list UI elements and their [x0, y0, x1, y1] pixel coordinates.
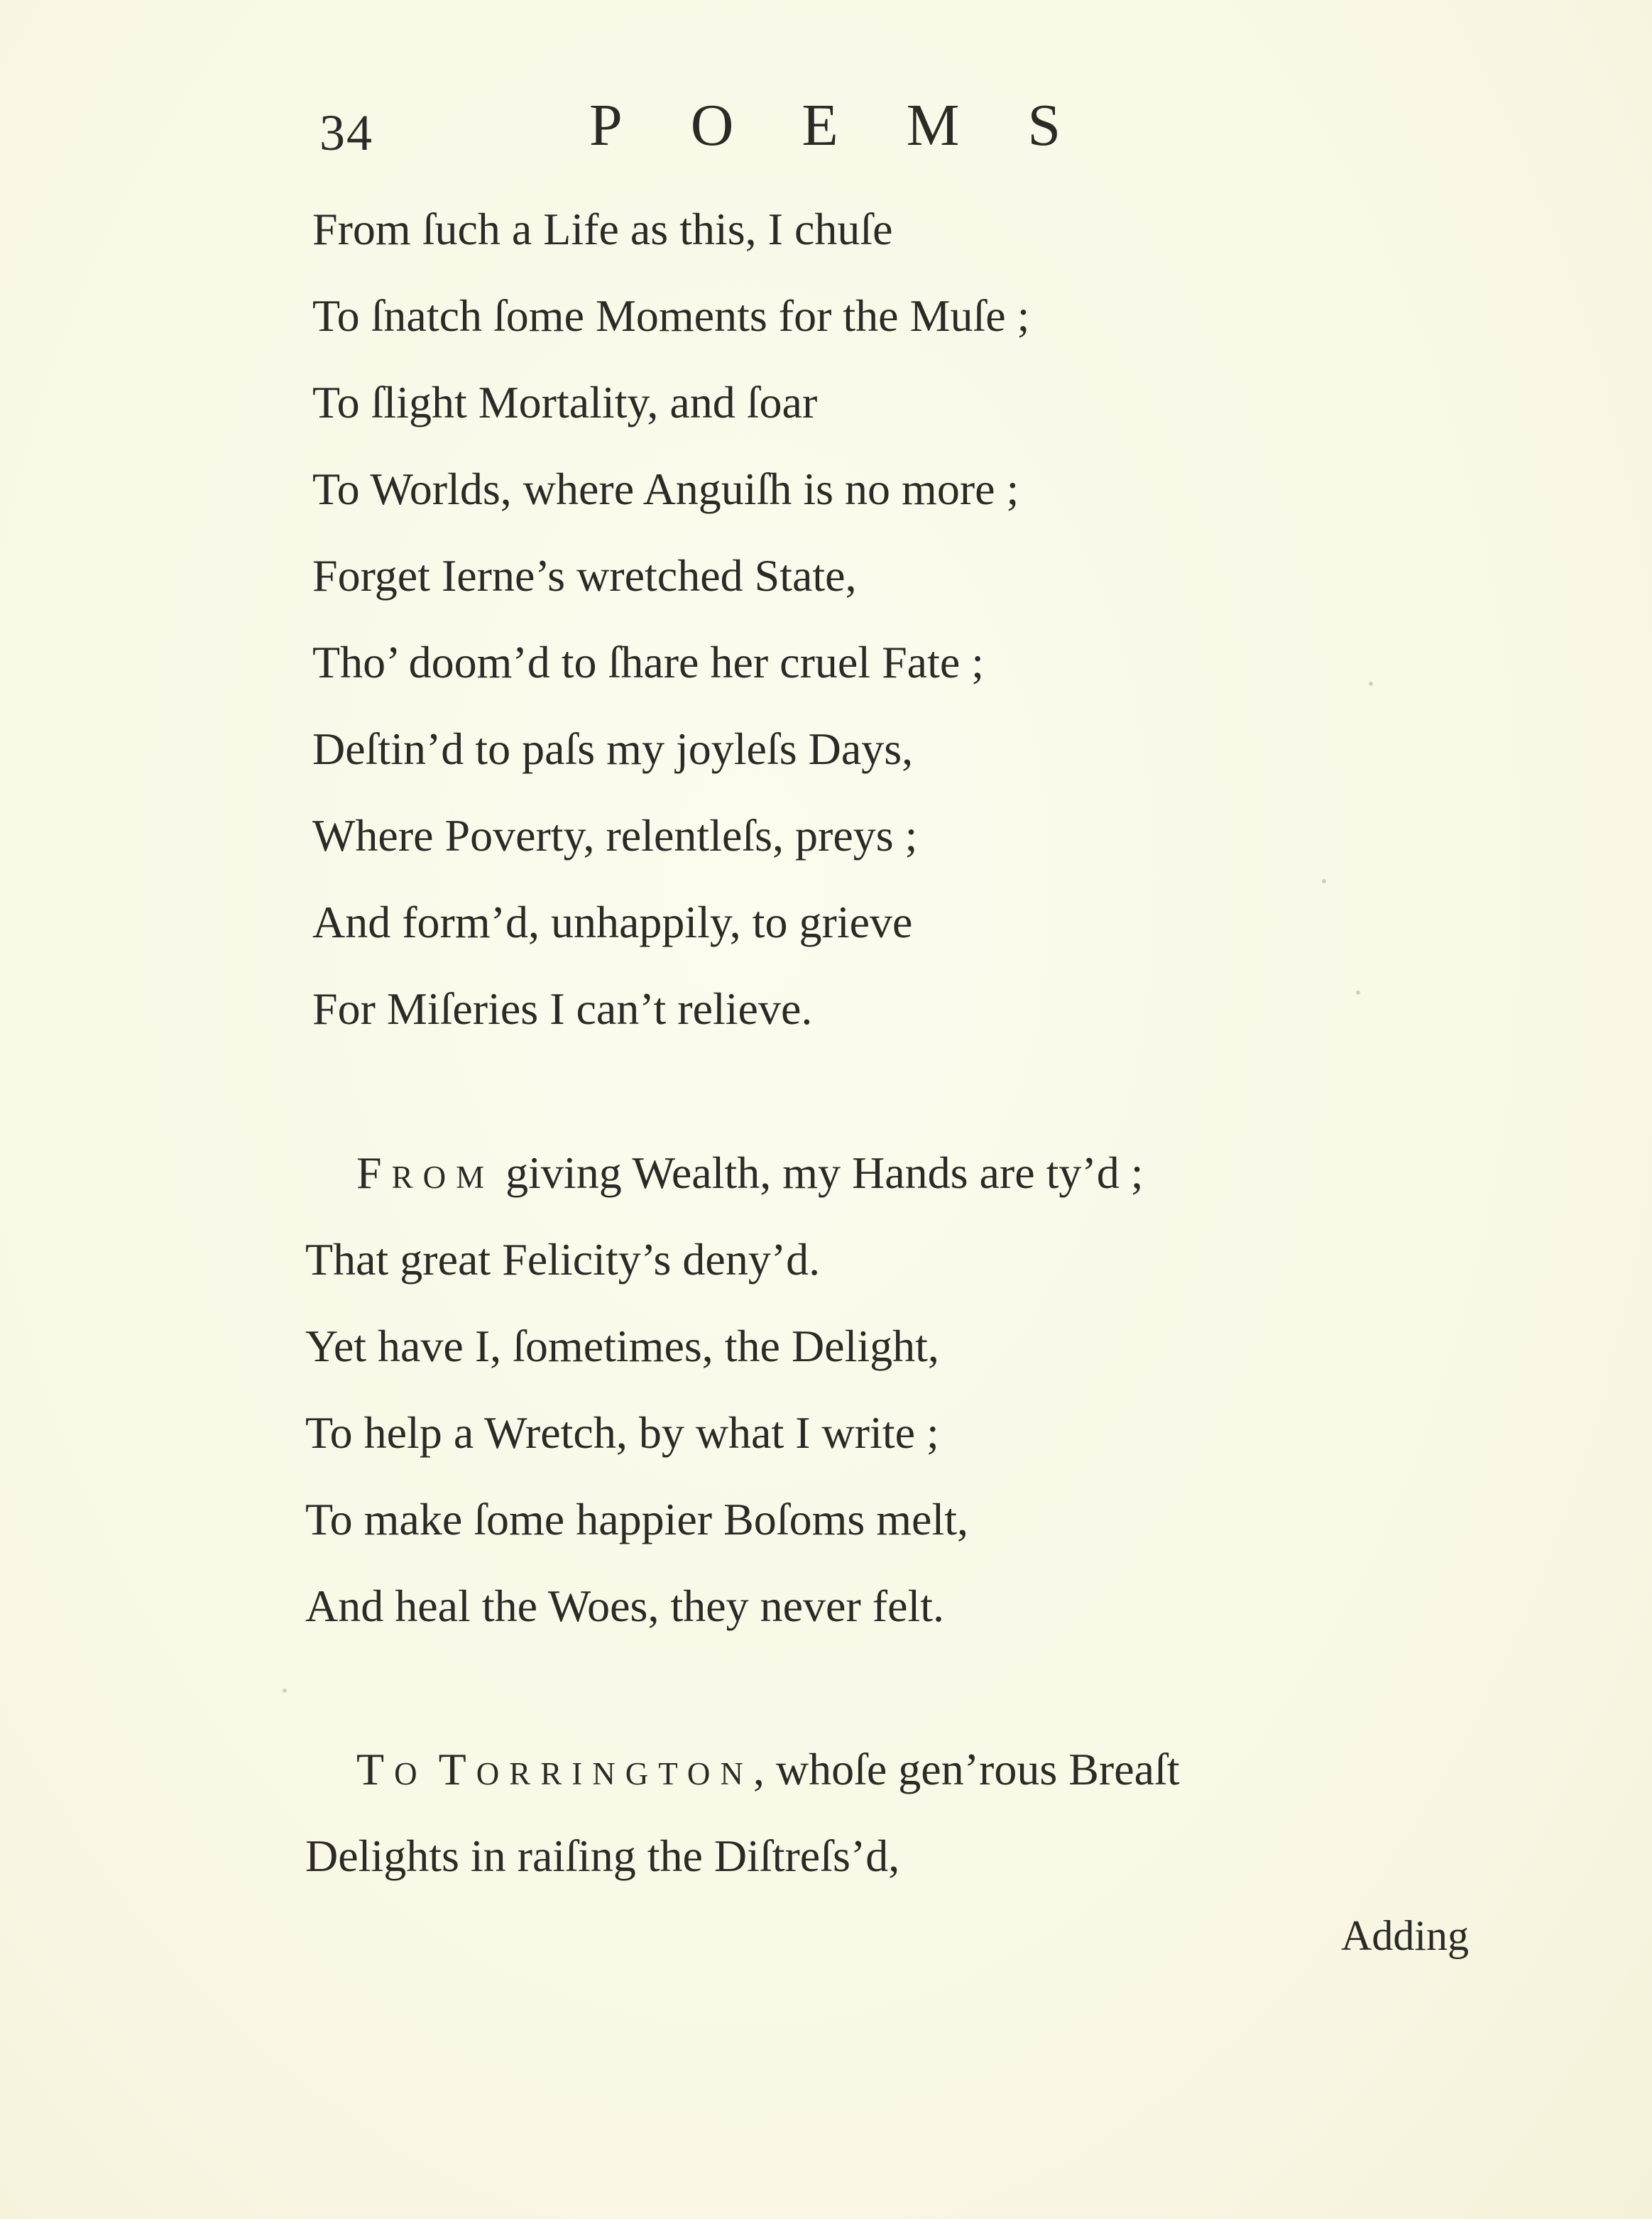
stanza-first-word: From: [356, 1147, 495, 1198]
poem-line: To make ſome happier Boſoms melt,: [305, 1494, 968, 1544]
poem-line: To ſnatch ſome Moments for the Muſe ;: [312, 290, 1030, 341]
paper-speck: [283, 1689, 287, 1693]
poem-line: From ſuch a Life as this, I chuſe: [312, 204, 893, 254]
poem-line-first: [305, 1130, 1144, 1216]
person-name: Torrington: [438, 1744, 753, 1794]
poem-line: And heal the Woes, they never felt.: [305, 1581, 945, 1631]
paper-speck: [1369, 682, 1373, 686]
poem-line: Tho’ doom’d to ſhare her cruel Fate ;: [312, 637, 985, 687]
poem-line: To help a Wretch, by what I write ;: [305, 1407, 939, 1458]
poem-line: And form’d, unhappily, to grieve: [312, 897, 913, 947]
poem-line: Deſtin’d to paſs my joyleſs Days,: [312, 724, 914, 774]
poem-line: Delights in raiſing the Diſtreſs’d,: [305, 1831, 900, 1881]
poem-line: To ſlight Mortality, and ſoar: [312, 377, 818, 427]
poem-line: That great Felicity’s deny’d.: [305, 1234, 821, 1285]
page-number: 34: [319, 104, 373, 161]
stanza-2: [305, 1130, 1144, 1650]
poem-line-first: [305, 1726, 1180, 1813]
catchword: Adding: [1341, 1912, 1469, 1959]
first-line-rest: , whoſe gen’rous Breaſt: [753, 1744, 1180, 1794]
poem-line: Forget Ierne’s wretched State,: [312, 550, 857, 601]
first-line-rest: giving Wealth, my Hands are ty’d ;: [494, 1147, 1144, 1198]
paper-speck: [1322, 879, 1326, 883]
stanza-first-word: To: [356, 1744, 427, 1794]
poem-line: For Miſeries I can’t relieve.: [312, 983, 813, 1034]
stanza-3: [305, 1726, 1180, 1899]
poem-line: To Worlds, where Anguiſh is no more ;: [312, 464, 1019, 514]
stanza-1: [312, 186, 1029, 1052]
poem-line: Where Poverty, relentleſs, preys ;: [312, 810, 918, 861]
running-title: POEMS: [589, 92, 1129, 158]
running-head: [312, 77, 1264, 162]
paper-speck: [1356, 991, 1360, 995]
poem-line: Yet have I, ſometimes, the Delight,: [305, 1321, 939, 1371]
